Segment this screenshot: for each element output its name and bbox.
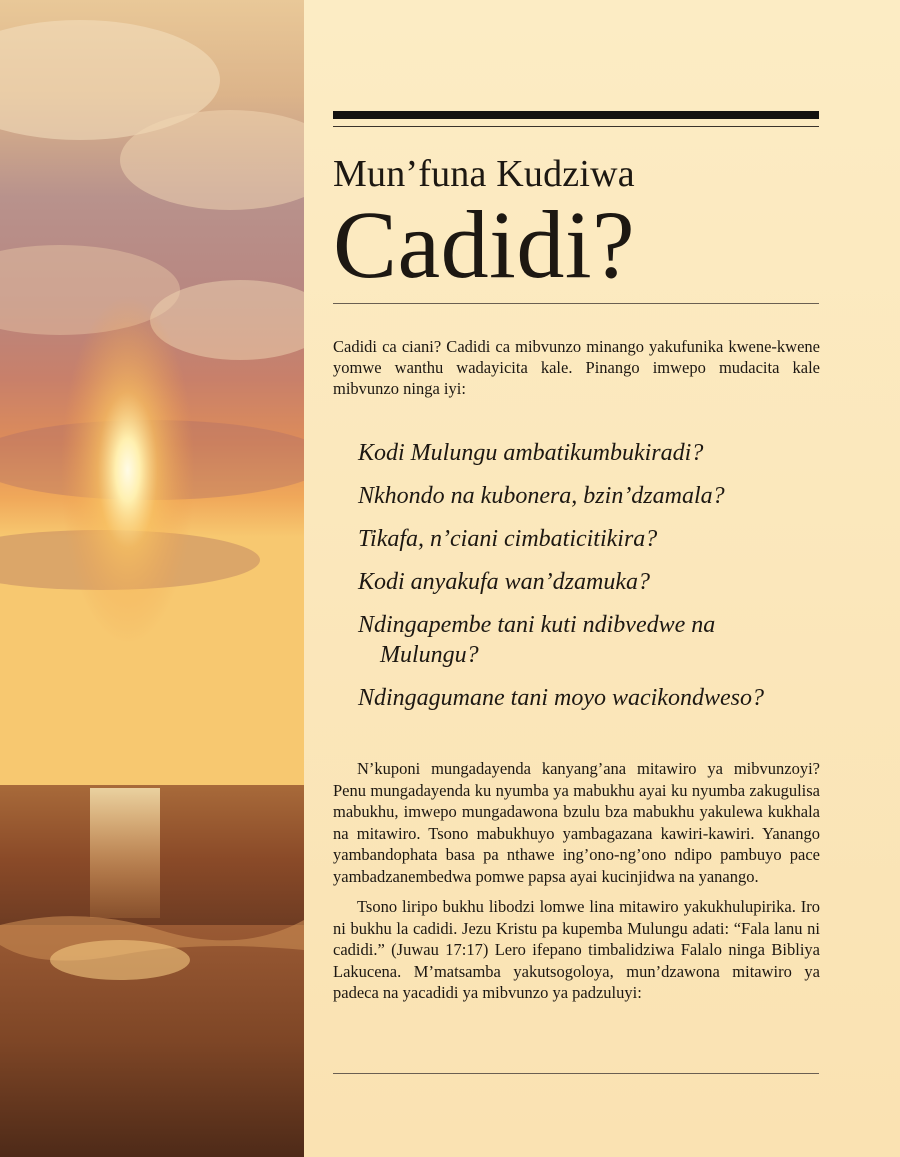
sunset-photo <box>0 0 304 1157</box>
top-rule-thick <box>333 111 819 119</box>
question-item: Ndingapembe tani kuti ndibvedwe na Mulungu? <box>358 612 716 668</box>
question-item: Kodi Mulungu ambatikumbukiradi? <box>358 440 704 466</box>
title-divider <box>333 303 819 304</box>
body-paragraph: Tsono liripo bukhu libodzi lomwe lina mitawiro yakukhulupirika. Iro ni bukhu la cadidi. Jezu Kristu pa kupemba Mulungu adati: “Fala lanu ni cadidi.” (Juwau 17:17) Lero ifepano timbalidziwa Falalo ninga Bibliya Lakucena. M’matsamba yakutsogoloya, mun’dzawona mitawiro ya padeca na yacadidi ya mibvunzo ya padzuluyi: <box>333 897 820 1002</box>
body-text <box>333 758 820 1013</box>
top-rule-thin <box>333 126 819 127</box>
intro-paragraph: Cadidi ca ciani? Cadidi ca mibvunzo minango yakufunika kwene-kwene yomwe wanthu wadayicita kale. Pinango imwepo mudacita kale mibvunzo ninga iyi: <box>333 337 820 398</box>
bottom-rule <box>333 1073 819 1074</box>
sunset-photo-icon <box>0 0 304 1157</box>
question-item: Kodi anyakufa wan’dzamuka? <box>358 569 650 595</box>
question-item: Tikafa, n’ciani cimbaticitikira? <box>358 526 658 552</box>
question-list <box>358 438 818 726</box>
question-item: Ndingagumane tani moyo wacikondweso? <box>358 685 764 711</box>
question-item: Nkhondo na kubonera, bzin’dzamala? <box>358 483 725 509</box>
body-paragraph: N’kuponi mungadayenda kanyang’ana mitawiro ya mibvunzoyi? Penu mungadayenda ku nyumba ya mabukhu ayai ku nyumba zakugulisa mabukhu, imwepo mungadawona bzulu bza mabukhu yakulewa kukhala na mitawiro. Tsono mabukhuyo yambagazana kawiri-kawiri. Yanango yambandophata basa pa nthawe ing’ono-ng’ono ndipo pambuyo pace yambadzanembedwa pomwe papsa ayai kucinjidwa na yanango. <box>333 759 820 886</box>
heading-kicker: Mun’funa Kudziwa <box>333 153 635 195</box>
page-title: Cadidi? <box>333 191 636 298</box>
